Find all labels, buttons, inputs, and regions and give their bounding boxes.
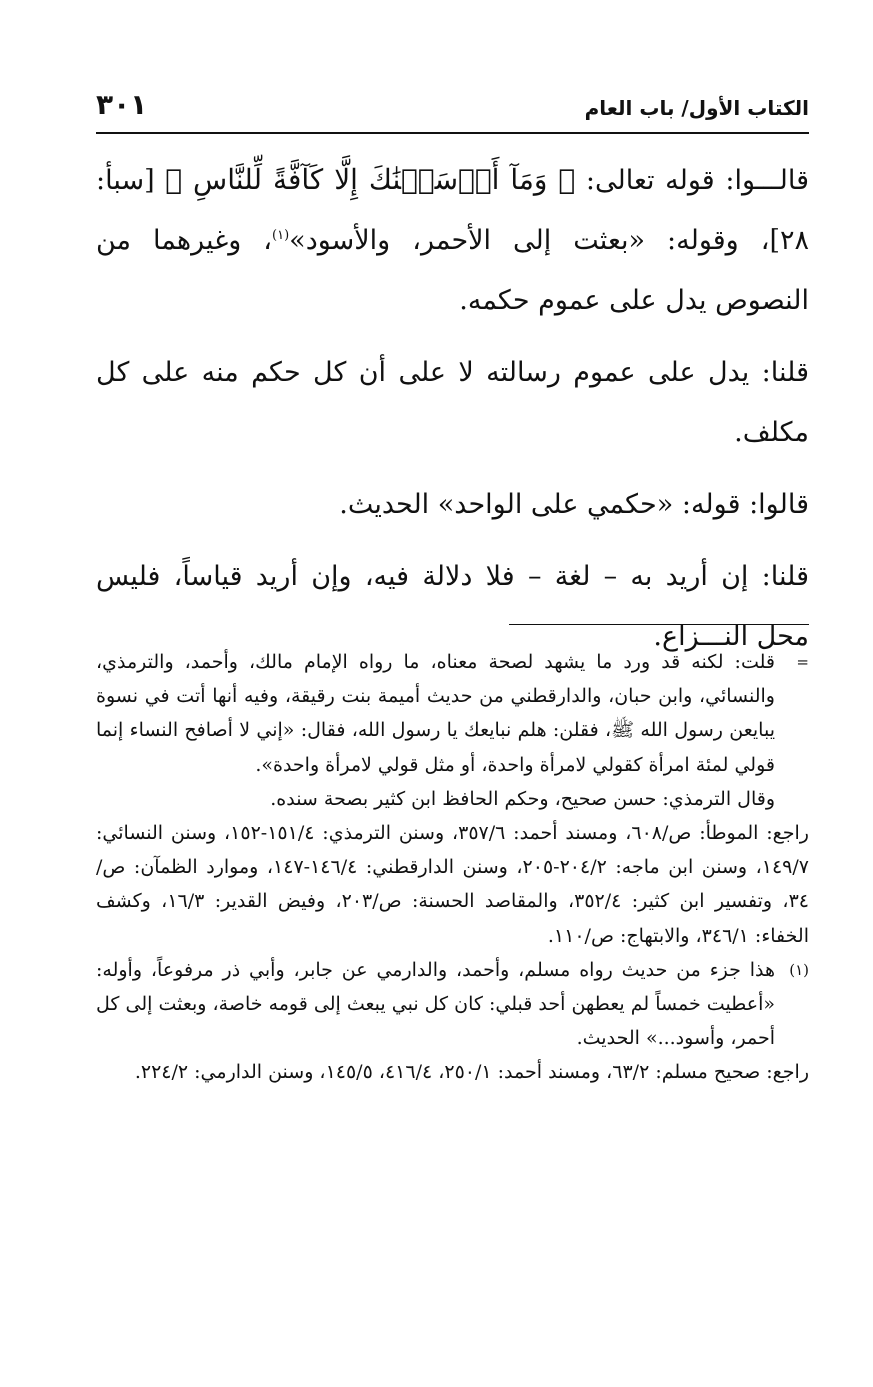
paragraph-3: قالوا: قوله: «حكمي على الواحد» الحديث. — [339, 489, 809, 520]
footnote-1-text: هذا جزء من حديث رواه مسلم، وأحمد، والدارمي عن جابر، وأبي ذر مرفوعاً، وأوله: «أعطيت خمساً لم يعطهن أحد قبلي: كان كل نبي يبعث إلى قومه خاصة، وبعثت إلى كل أحمر، وأسود...» الحديث. — [96, 958, 775, 1050]
footnote-1-marker: (١) — [789, 960, 809, 979]
quran-verse: ﴿ وَمَآ أَرۡسَلۡنَٰكَ إِلَّا كَآفَّةً لِّلنَّاسِ ﴾ — [165, 163, 576, 196]
footnote-1 — [96, 953, 809, 1056]
footnote-separator — [509, 624, 809, 625]
footnote-cont-text-3: راجع: الموطأ: ص/٦٠٨، ومسند أحمد: ٣٥٧/٦، وسنن الترمذي: ١٥١/٤-١٥٢، وسنن النسائي: ١٤٩/٧، وسنن ابن ماجه: ٢٠٤/٢-٢٠٥، وسنن الدارقطني: ١٤٦/٤-١٤٧، وموارد الظمآن: ص/٣٤، وتفسير ابن كثير: ٣٥٢/٤، والمقاصد الحسنة: ص/٢٠٣، وفيض القدير: ١٦/٣، وكشف الخفاء: ٣٤٦/١، والابتهاج: ص/١١٠. — [96, 822, 809, 947]
footnote-cont-text-1: قلت: لكنه قد ورد ما يشهد لصحة معناه، ما رواه الإمام مالك، وأحمد، والترمذي، والنسائي، وابن حبان، والدارقطني من حديث أميمة بنت رقيقة، وفيه أنها أتت في نسوة يبايعن رسول الله ﷺ، فقلن: هلم نبايعك يا رسول الله، فقال: «إني لا أصافح النساء إنما قولي لمئة امرأة كقولي لامرأة واحدة، أو مثل قولي لامرأة واحدة». — [96, 651, 775, 776]
main-text — [96, 150, 809, 679]
paragraph-2: قلنا: يدل على عموم رسالته لا على أن كل حكم منه على كل مكلف. — [96, 357, 809, 448]
footnote-cont-para-2 — [96, 782, 809, 816]
footnote-1-text-2: راجع: صحيح مسلم: ٦٣/٢، ومسند أحمد: ٢٥٠/١، ٤١٦/٤، ١٤٥/٥، وسنن الدارمي: ٢٢٤/٢. — [134, 1061, 809, 1084]
footnotes-section — [96, 645, 809, 1090]
header-title: الكتاب الأول/ باب العام — [584, 96, 809, 120]
footnote-cont-para-3 — [96, 816, 809, 953]
page-number: ٣٠١ — [96, 88, 148, 121]
footnote-1-para-2 — [96, 1055, 809, 1089]
footnote-cont-text-2: وقال الترمذي: حسن صحيح، وحكم الحافظ ابن كثير بصحة سنده. — [270, 787, 775, 810]
paragraph-1-ref: [سبأ: ٢٨]، وقوله: «بعثت إلى الأحمر، والأسود» — [96, 165, 809, 256]
paragraph-1-rest: ، وغيرهما من النصوص يدل على عموم حكمه. — [96, 225, 809, 316]
continuation-marker: = — [796, 653, 809, 671]
paragraph-1-lead: قالـــوا: قوله تعالى: — [575, 165, 809, 196]
footnote-continuation — [96, 645, 809, 782]
footnote-reference: (١) — [272, 228, 290, 243]
paragraph-4: قلنا: إن أريد به – لغة – فلا دلالة فيه، وإن أريد قياساً، فليس محل النـــزاع. — [96, 561, 809, 652]
paragraph-1 — [96, 150, 809, 331]
running-header — [96, 88, 809, 134]
